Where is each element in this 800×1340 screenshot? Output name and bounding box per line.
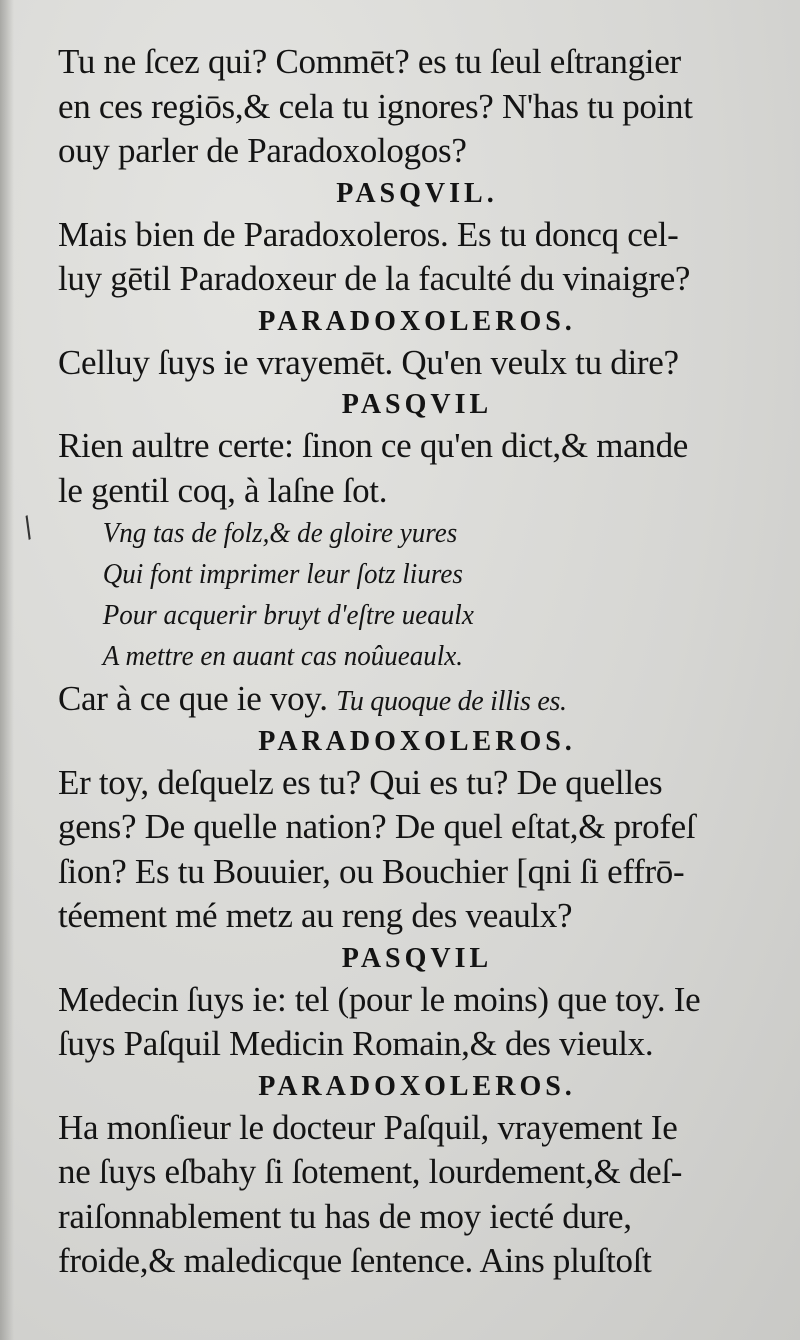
text-line: téement mé metz au reng des veaulx?: [58, 896, 573, 935]
text-line: Tu ne ſcez qui? Commēt? es tu ſeul eſtrangier: [58, 42, 681, 81]
speaker-heading: PARADOXOLEROS.: [258, 725, 576, 757]
text-line: ouy parler de Paradoxologos?: [58, 131, 467, 170]
text-line: Celluy ſuys ie vrayemēt. Qu'en veulx tu dire?: [58, 342, 679, 382]
text-line: ſuys Paſquil Medicin Romain,& des vieulx.: [58, 1024, 654, 1063]
verse-line: Qui font imprimer leur ſotz liures: [102, 558, 463, 590]
text-line: froide,& maledicque ſentence. Ains pluſtoſt: [58, 1241, 652, 1280]
text-line: Er toy, deſquelz es tu? Qui es tu? De quelles: [58, 762, 663, 802]
text-line: Ha monſieur le docteur Paſquil, vrayement Ie: [58, 1107, 678, 1147]
text-line: Mais bien de Paradoxoleros. Es tu doncq cel-: [58, 214, 679, 254]
speaker-heading: PARADOXOLEROS.: [258, 1070, 576, 1102]
speaker-heading: PARADOXOLEROS.: [258, 305, 576, 337]
text-line: Rien aultre certe: ſinon ce qu'en dict,& mande: [58, 426, 689, 465]
speaker-heading: PASQVIL: [341, 389, 493, 420]
text-line: Medecin ſuys ie: tel (pour le moins) que toy. Ie: [58, 979, 701, 1019]
speaker-heading: PASQVIL.: [336, 177, 498, 209]
text-line: gens? De quelle nation? De quel eſtat,& profeſ: [58, 807, 696, 846]
text-line: le gentil coq, à laſne ſot.: [58, 470, 388, 510]
text-line: en ces regiōs,& cela tu ignores? N'has tu point: [58, 86, 693, 126]
text-line: [58, 677, 766, 722]
verse-line: Vng tas de folz,& de gloire yures: [102, 517, 458, 549]
margin-mark: /: [16, 510, 40, 544]
text-line: ſion? Es tu Bouuier, ou Bouchier [qni ſi effrō-: [58, 851, 685, 891]
speaker-heading: PASQVIL: [341, 942, 493, 974]
latin-quote: Tu quoque de illis es.: [336, 686, 567, 717]
text-line: ne ſuys eſbahy ſi ſotement, lourdement,& deſ-: [58, 1152, 683, 1191]
text-line: raiſonnablement tu has de moy iecté dure,: [58, 1196, 632, 1236]
text-line: luy gētil Paradoxeur de la faculté du vinaigre?: [58, 259, 691, 298]
verse-line: A mettre en auant cas noûueaulx.: [102, 640, 464, 672]
text-segment: Car à ce que ie voy.: [58, 679, 328, 718]
verse-line: Pour acquerir bruyt d'eſtre ueaulx: [102, 599, 474, 631]
